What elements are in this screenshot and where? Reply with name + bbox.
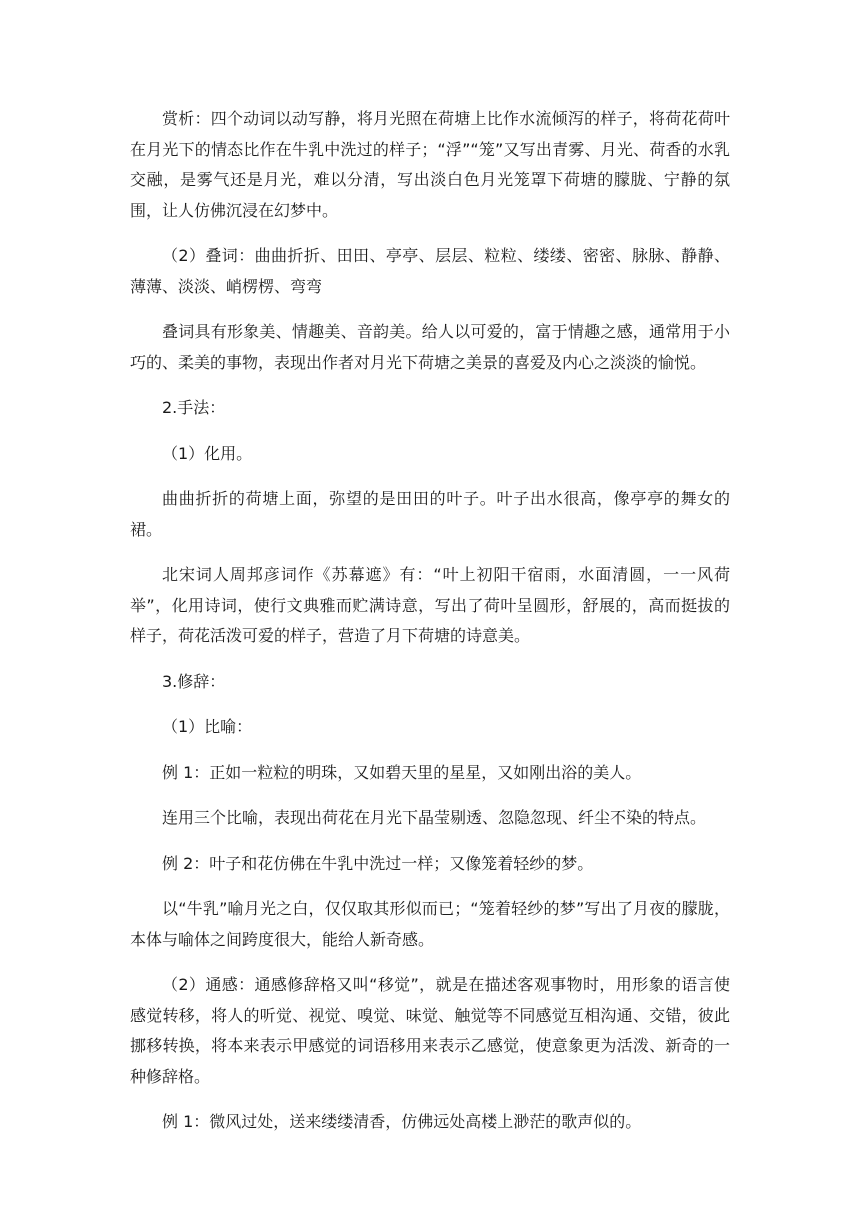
paragraph-metaphor-example-1: 例 1：正如一粒粒的明珠，又如碧天里的星星，又如刚出浴的美人。 bbox=[162, 762, 642, 782]
heading-rhetoric: 3.修辞： bbox=[162, 671, 226, 691]
heading-technique: 2.手法： bbox=[162, 398, 226, 417]
paragraph-synesthesia-example-1: 例 1：微风过处，送来缕缕清香，仿佛远处高楼上渺茫的歌声似的。 bbox=[162, 1112, 642, 1131]
paragraph-reduplication-effect: 叠词具有形象美、情趣美、音韵美。给人以可爱的，富于情趣之感，通常用于小巧的、柔美的事物，表现出作者对月光下荷塘之美景的喜爱及内心之淡淡的愉悦。 bbox=[130, 322, 730, 372]
paragraph-appreciation: 赏析：四个动词以动写静，将月光照在荷塘上比作水流倾泻的样子，将荷花荷叶在月光下的情态比作在牛乳中洗过的样子；“浮”“笼”又写出青雾、月光、荷香的水乳交融，是雾气还是月光，难以分清，写出淡白色月光笼罩下荷塘的朦胧、宁静的氛围，让人仿佛沉浸在幻梦中。 bbox=[130, 109, 730, 220]
paragraph-quote-leaves: 曲曲折折的荷塘上面，弥望的是田田的叶子。叶子出水很高，像亭亭的舞女的裙。 bbox=[130, 489, 730, 539]
paragraph-synesthesia-definition: （2）通感：通感修辞格又叫“移觉”，就是在描述客观事物时，用形象的语言使感觉转移，将人的听觉、视觉、嗅觉、味觉、触觉等不同感觉互相沟通、交错，彼此挪移转换，将本来表示甲感觉的词语移用来表示乙感觉，使意象更为活泼、新奇的一种修辞格。 bbox=[130, 975, 730, 1086]
paragraph-allusion-explanation: 北宋词人周邦彦词作《苏幕遮》有：“叶上初阳干宿雨，水面清圆，一一风荷举”，化用诗词，使行文典雅而贮满诗意，写出了荷叶呈圆形，舒展的，高而挺拔的样子，荷花活泼可爱的样子，营造了月下荷塘的诗意美。 bbox=[130, 565, 730, 645]
paragraph-metaphor-explanation-1: 连用三个比喻，表现出荷花在月光下晶莹剔透、忽隐忽现、纤尘不染的特点。 bbox=[162, 808, 707, 827]
paragraph-metaphor-example-2: 例 2：叶子和花仿佛在牛乳中洗过一样；又像笼着轻纱的梦。 bbox=[162, 853, 594, 873]
document-page bbox=[130, 104, 730, 1153]
paragraph-reduplication-heading: （2）叠词：曲曲折折、田田、亭亭、层层、粒粒、缕缕、密密、脉脉、静静、薄薄、淡淡、峭楞楞、弯弯 bbox=[130, 246, 730, 296]
subheading-metaphor: （1）比喻： bbox=[162, 717, 253, 736]
subheading-allusion: （1）化用。 bbox=[162, 443, 253, 463]
paragraph-metaphor-explanation-2: 以“牛乳”喻月光之白，仅仅取其形似而已；“笼着轻纱的梦”写出了月夜的朦胧，本体与喻体之间跨度很大，能给人新奇感。 bbox=[130, 899, 730, 949]
